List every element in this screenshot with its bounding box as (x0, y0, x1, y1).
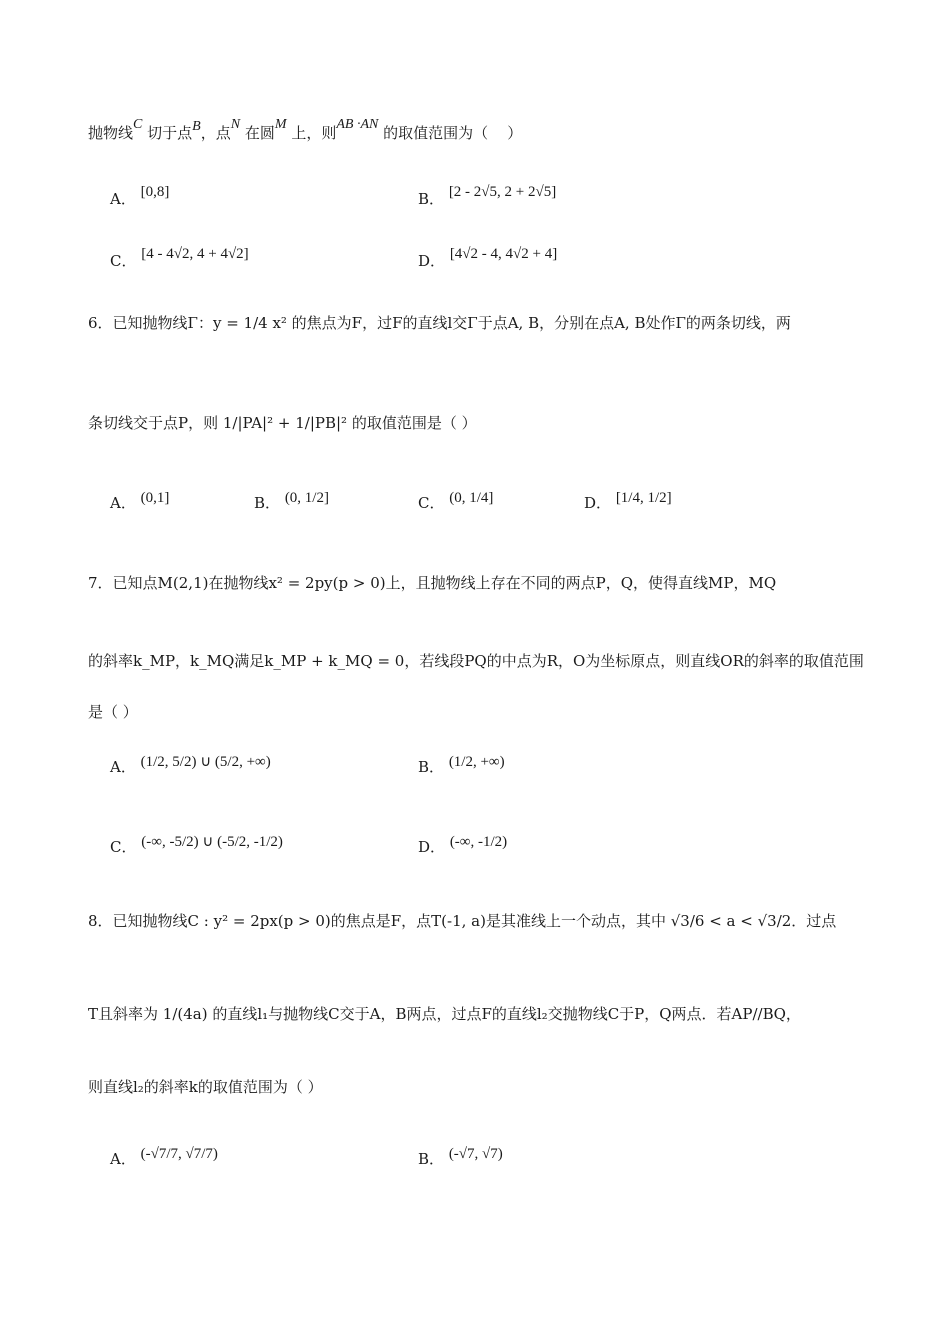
q6-stem-line1: 6．已知抛物线Γ：y = 1/4 x² 的焦点为F，过F的直线l交Γ于点A, B，分别在点A, B处作Γ的两条切线，两 (88, 314, 791, 332)
q5-option-c-value: [4 - 4√2, 4 + 4√2] (141, 246, 249, 262)
q6-option-c[interactable]: C． (0, 1/4] (418, 490, 494, 512)
q7-stem-line1: 7．已知点M(2,1)在抛物线x² = 2py(p > 0)上，且抛物线上存在不同的两点P，Q，使得直线MP，MQ (88, 574, 777, 592)
q7-option-b-value: (1/2, +∞) (448, 754, 505, 770)
q7-option-b[interactable]: B． (1/2, +∞) (418, 754, 505, 776)
q5-option-d-value: [4√2 - 4, 4√2 + 4] (449, 246, 558, 262)
q7-stem-line3: 是（ ） (88, 703, 138, 721)
q6-option-a[interactable]: A． (0,1] (110, 490, 170, 512)
q5-option-c[interactable]: C． [4 - 4√2, 4 + 4√2] (110, 246, 249, 270)
q6-option-b[interactable]: B． (0, 1/2] (254, 490, 329, 512)
q5-option-a[interactable]: A． [0,8] (110, 184, 170, 208)
q5-option-b[interactable]: B． [2 - 2√5, 2 + 2√5] (418, 184, 557, 208)
q7-stem-line2: 的斜率k_MP，k_MQ满足k_MP + k_MQ = 0，若线段PQ的中点为R，O为坐标原点，则直线OR的斜率的取值范围 (88, 652, 864, 670)
q5-option-b-value: [2 - 2√5, 2 + 2√5] (448, 184, 557, 200)
q5-option-d[interactable]: D． [4√2 - 4, 4√2 + 4] (418, 246, 558, 270)
q7-option-a[interactable]: A． (1/2, 5/2) ∪ (5/2, +∞) (110, 754, 271, 776)
q5-stem: 抛物线C 切于点B，点N 在圆M 上，则AB ·AN 的取值范围为（ ） (88, 117, 523, 142)
q8-option-b[interactable]: B． (-√7, √7) (418, 1146, 503, 1168)
q8-stem-line1: 8．已知抛物线C : y² = 2px(p > 0)的焦点是F，点T(-1, a)是其准线上一个动点，其中 √3/6 < a < √3/2．过点 (88, 912, 837, 930)
q8-stem-line3: 则直线l₂的斜率k的取值范围为（ ） (88, 1078, 323, 1096)
q6-option-d-value: [1/4, 1/2] (615, 490, 672, 506)
q7-option-c[interactable]: C． (-∞, -5/2) ∪ (-5/2, -1/2) (110, 834, 283, 856)
q8-option-a-value: (-√7/7, √7/7) (140, 1146, 218, 1162)
q8-stem-line2: T且斜率为 1/(4a) 的直线l₁与抛物线C交于A，B两点，过点F的直线l₂交抛物线C于P，Q两点．若AP//BQ， (88, 1005, 801, 1023)
q7-option-c-value: (-∞, -5/2) ∪ (-5/2, -1/2) (141, 834, 283, 850)
q7-option-a-value: (1/2, 5/2) ∪ (5/2, +∞) (140, 754, 271, 770)
q5-option-a-value: [0,8] (140, 184, 170, 200)
q6-option-b-value: (0, 1/2] (284, 490, 329, 506)
q8-option-a[interactable]: A． (-√7/7, √7/7) (110, 1146, 218, 1168)
q7-option-d-value: (-∞, -1/2) (449, 834, 508, 850)
q6-option-a-value: (0,1] (140, 490, 170, 506)
q6-option-d[interactable]: D． [1/4, 1/2] (584, 490, 672, 512)
q6-option-c-value: (0, 1/4] (449, 490, 494, 506)
q6-stem-line2: 条切线交于点P，则 1/|PA|² + 1/|PB|² 的取值范围是（ ） (88, 414, 477, 432)
q8-option-b-value: (-√7, √7) (448, 1146, 503, 1162)
q7-option-d[interactable]: D． (-∞, -1/2) (418, 834, 508, 856)
